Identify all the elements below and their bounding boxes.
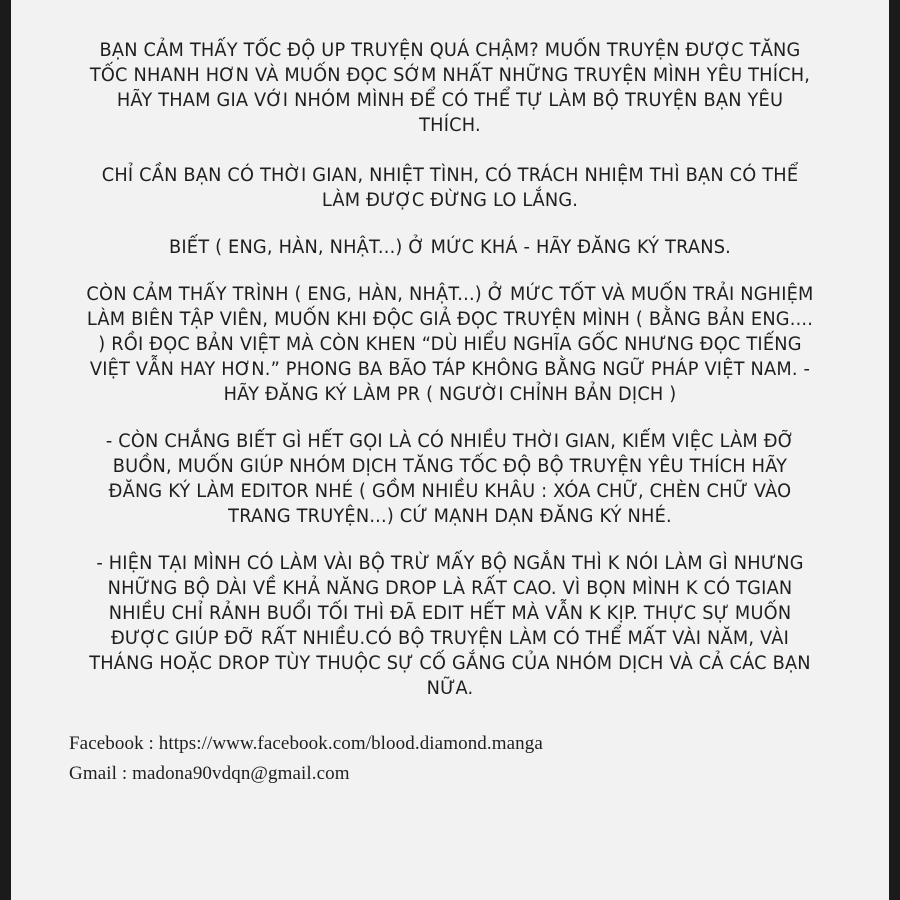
notice-paragraph-2: CHỈ CẦN BẠN CÓ THỜI GIAN, NHIỆT TÌNH, CÓ TRÁCH NHIỆM THÌ BẠN CÓ THỂ LÀM ĐƯỢC ĐỪNG LO LẮNG. [101, 165, 799, 211]
facebook-link[interactable]: Facebook : https://www.facebook.com/blood.diamond.manga [69, 733, 543, 754]
notice-content [11, 0, 889, 900]
notice-paragraph-4: CÒN CẢM THẤY TRÌNH ( ENG, HÀN, NHẬT...) Ở MỨC TỐT VÀ MUỐN TRẢI NGHIỆM LÀM BIÊN TẬP VIÊN, MUỐN KHI ĐỘC GIẢ ĐỌC TRUYỆN MÌNH ( BẰNG BẢN ENG.... ) RỒI ĐỌC BẢN VIỆT MÀ CÒN KHEN “DÙ HIỂU NGHĨA GỐC NHƯNG ĐỌC TIẾNG VIỆT VẪN HAY HƠN.” PHONG BA BÃO TÁP KHÔNG BẰNG NGỮ PHÁP VIỆT NAM. - HÃY ĐĂNG KÝ LÀM PR ( NGƯỜI CHỈNH BẢN DỊCH ) [86, 284, 814, 405]
left-page-edge [0, 0, 11, 900]
gmail-address[interactable]: Gmail : madona90vdqn@gmail.com [69, 763, 350, 784]
right-page-edge [889, 0, 900, 900]
notice-paragraph-1: BẠN CẢM THẤY TỐC ĐỘ UP TRUYỆN QUÁ CHẬM? MUỐN TRUYỆN ĐƯỢC TĂNG TỐC NHANH HƠN VÀ MUỐN ĐỌC SỚM NHẤT NHỮNG TRUYỆN MÌNH YÊU THÍCH, HÃY THAM GIA VỚI NHÓM MÌNH ĐỂ CÓ THỂ TỰ LÀM BỘ TRUYỆN BẠN YÊU THÍCH. [89, 40, 811, 136]
notice-paragraph-6: - HIỆN TẠI MÌNH CÓ LÀM VÀI BỘ TRỪ MẤY BỘ NGẮN THÌ K NÓI LÀM GÌ NHƯNG NHỮNG BỘ DÀI VỀ KHẢ NĂNG DROP LÀ RẤT CAO. VÌ BỌN MÌNH K CÓ TGIAN NHIỀU CHỈ RẢNH BUỔI TỐI THÌ ĐÃ EDIT HẾT MÀ VẪN K KỊP. THỰC SỰ MUỐN ĐƯỢC GIÚP ĐỠ RẤT NHIỀU.CÓ BỘ TRUYỆN LÀM CÓ THỂ MẤT VÀI NĂM, VÀI THÁNG HOẶC DROP TÙY THUỘC SỰ CỐ GẮNG CỦA NHÓM DỊCH VÀ CẢ CÁC BẠN NỮA. [89, 553, 811, 699]
notice-paragraph-3: BIẾT ( ENG, HÀN, NHẬT...) Ở MỨC KHÁ - HÃY ĐĂNG KÝ TRANS. [168, 237, 732, 258]
contact-info [69, 729, 831, 789]
notice-paragraph-5: - CÒN CHẲNG BIẾT GÌ HẾT GỌI LÀ CÓ NHIỀU THỜI GIAN, KIẾM VIỆC LÀM ĐỠ BUỒN, MUỐN GIÚP NHÓM DỊCH TĂNG TỐC ĐỘ BỘ TRUYỆN YÊU THÍCH HÃY ĐĂNG KÝ LÀM EDITOR NHÉ ( GỒM NHIỀU KHÂU : XÓA CHỮ, CHÈN CHỮ VÀO TRANG TRUYỆN...) CỨ MẠNH DẠN ĐĂNG KÝ NHÉ. [105, 431, 795, 527]
